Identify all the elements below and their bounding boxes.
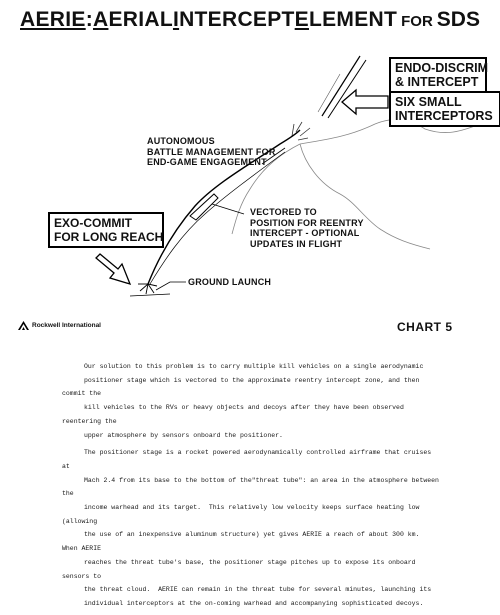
title-expansion: AERIALINTERCEPTELEMENT xyxy=(92,8,398,31)
vectored-label: VECTORED TO POSITION FOR REENTRY INTERCEPT - OPTIONAL UPDATES IN FLIGHT xyxy=(250,207,364,249)
rockwell-emblem-icon xyxy=(18,321,29,330)
chart-number: CHART 5 xyxy=(397,320,453,334)
text-line: The positioner stage is a rocket powered aerodynamically controlled airframe that cruises at xyxy=(62,449,436,470)
text-line: positioner stage which is vectored to the approximate reentry intercept zone, and then commit the xyxy=(62,376,424,398)
paragraph xyxy=(62,446,442,610)
reentry-streak-2 xyxy=(328,60,366,118)
leader-vectored xyxy=(212,204,244,214)
arrow-endo xyxy=(342,90,388,114)
text-line: the threat cloud. AERIE can remain in the threat tube for several minutes, launching its xyxy=(84,586,432,594)
body-text xyxy=(62,360,442,615)
text-line: income warhead and its target. This relatively low velocity keeps surface heating low (allowing xyxy=(62,504,424,525)
title-acronym: AERIE: xyxy=(20,8,93,31)
endo-discrim-box: ENDO-DISCRIM & INTERCEPT xyxy=(389,57,487,93)
text-line: Mach 2.4 from its base to the bottom of the"threat tube": an area in the atmosphere between the xyxy=(62,476,443,498)
text-line: upper atmosphere by sensors onboard the positioner. xyxy=(84,431,283,439)
six-interceptors-box: SIX SMALL INTERCEPTORS xyxy=(389,91,500,127)
concept-illustration xyxy=(0,44,500,312)
launch-burst xyxy=(138,284,157,294)
paragraph xyxy=(62,360,442,442)
page-title xyxy=(20,8,490,38)
exo-commit-box: EXO-COMMIT FOR LONG REACH xyxy=(48,212,164,248)
text-line: reaches the threat tube's base, the positioner stage pitches up to expose its onboard sensors to xyxy=(62,558,420,580)
interceptor-sparks xyxy=(292,122,310,140)
leader-ground xyxy=(156,282,186,290)
autonomous-label: AUTONOMOUS BATTLE MANAGEMENT FOR END-GAME ENGAGEMENT xyxy=(147,136,276,167)
text-line: individual interceptors at the on-coming warhead and accompanying sophisticated decoys. xyxy=(84,599,424,607)
rockwell-logo xyxy=(18,321,101,330)
text-line: Our solution to this problem is to carry multiple kill vehicles on a single aerodynamic xyxy=(84,363,424,370)
text-line: kill vehicles to the RVs or heavy objects and decoys after they have been observed reentering the xyxy=(62,404,408,425)
title-sds: SDS xyxy=(436,8,480,31)
arrow-exo xyxy=(96,254,130,284)
ground-line xyxy=(130,294,170,296)
logo-text: Rockwell International xyxy=(32,322,101,329)
ground-launch-label: GROUND LAUNCH xyxy=(188,277,272,287)
title-for: FOR xyxy=(401,13,433,30)
text-line: the use of an inexpensive aluminum structure) yet gives AERIE a reach of about 300 km. When AERIE xyxy=(62,531,428,553)
